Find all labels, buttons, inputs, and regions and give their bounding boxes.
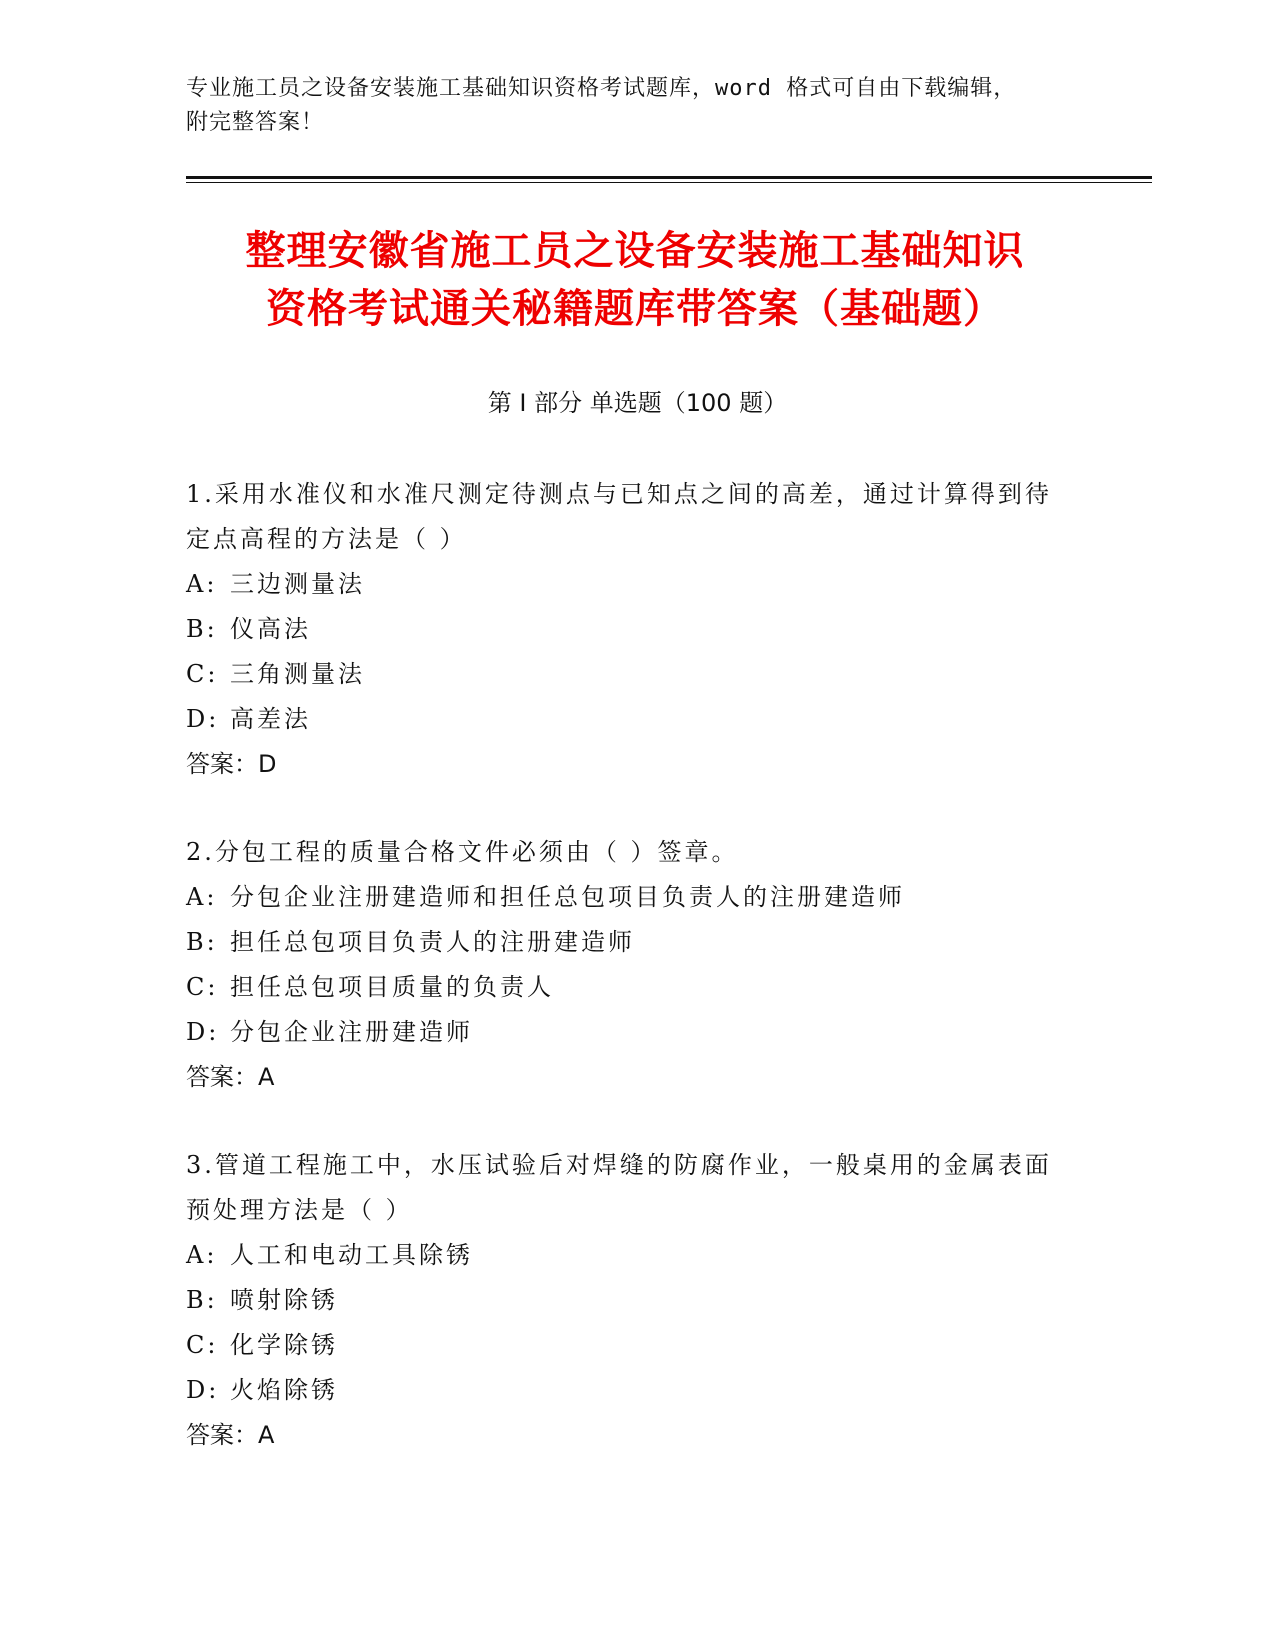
document-title-line1: 整理安徽省施工员之设备安装施工基础知识 (245, 228, 1025, 274)
question-answer: 答案：A (186, 1421, 275, 1449)
question-1 (186, 472, 1066, 787)
option-d (186, 697, 1066, 742)
option-key: C: (186, 1331, 219, 1359)
option-text: 人工和电动工具除锈 (230, 1241, 473, 1269)
option-key: A: (186, 883, 218, 911)
header-note (186, 72, 1086, 140)
option-text: 分包企业注册建造师 (230, 1018, 473, 1046)
option-b (186, 607, 1066, 652)
option-text: 高差法 (230, 705, 311, 733)
option-text: 火焰除锈 (230, 1376, 338, 1404)
option-text: 化学除锈 (230, 1331, 338, 1359)
option-key: B: (186, 928, 218, 956)
header-divider-thin (186, 182, 1152, 183)
option-key: D: (186, 705, 220, 733)
header-note-line1: 专业施工员之设备安装施工基础知识资格考试题库，word 格式可自由下载编辑， (186, 76, 1017, 101)
option-key: C: (186, 973, 219, 1001)
option-text: 三角测量法 (230, 660, 365, 688)
question-2 (186, 830, 1066, 1100)
option-key: D: (186, 1018, 220, 1046)
option-text: 三边测量法 (230, 570, 365, 598)
option-key: C: (186, 660, 219, 688)
option-b (186, 1278, 1066, 1323)
document-title (150, 222, 1120, 338)
option-a (186, 562, 1066, 607)
question-answer: 答案：D (186, 750, 277, 778)
header-divider-thick (186, 176, 1152, 179)
option-key: A: (186, 570, 218, 598)
option-text: 担任总包项目负责人的注册建造师 (230, 928, 635, 956)
option-key: D: (186, 1376, 220, 1404)
option-a (186, 1233, 1066, 1278)
option-c (186, 965, 1066, 1010)
option-b (186, 920, 1066, 965)
question-stem: 2.分包工程的质量合格文件必须由（ ）签章。 (186, 838, 739, 866)
section-heading: 第 I 部分 单选题（100 题） (487, 389, 788, 417)
option-c (186, 1323, 1066, 1368)
option-text: 担任总包项目质量的负责人 (230, 973, 554, 1001)
option-text: 喷射除锈 (230, 1286, 338, 1314)
option-a (186, 875, 1066, 920)
option-c (186, 652, 1066, 697)
option-key: B: (186, 615, 218, 643)
question-stem: 1.采用水准仪和水准尺测定待测点与已知点之间的高差，通过计算得到待定点高程的方法是（ ） (186, 480, 1052, 553)
question-3 (186, 1143, 1066, 1458)
question-list (186, 472, 1066, 1501)
option-d (186, 1368, 1066, 1413)
header-note-line2: 附完整答案！ (186, 110, 325, 135)
option-text: 仪高法 (230, 615, 311, 643)
question-answer: 答案：A (186, 1063, 275, 1091)
option-key: A: (186, 1241, 218, 1269)
option-text: 分包企业注册建造师和担任总包项目负责人的注册建造师 (230, 883, 905, 911)
option-key: B: (186, 1286, 218, 1314)
option-d (186, 1010, 1066, 1055)
document-title-line2: 资格考试通关秘籍题库带答案（基础题） (266, 286, 1004, 332)
question-stem: 3.管道工程施工中，水压试验后对焊缝的防腐作业，一般桌用的金属表面预处理方法是（ ） (186, 1151, 1052, 1224)
